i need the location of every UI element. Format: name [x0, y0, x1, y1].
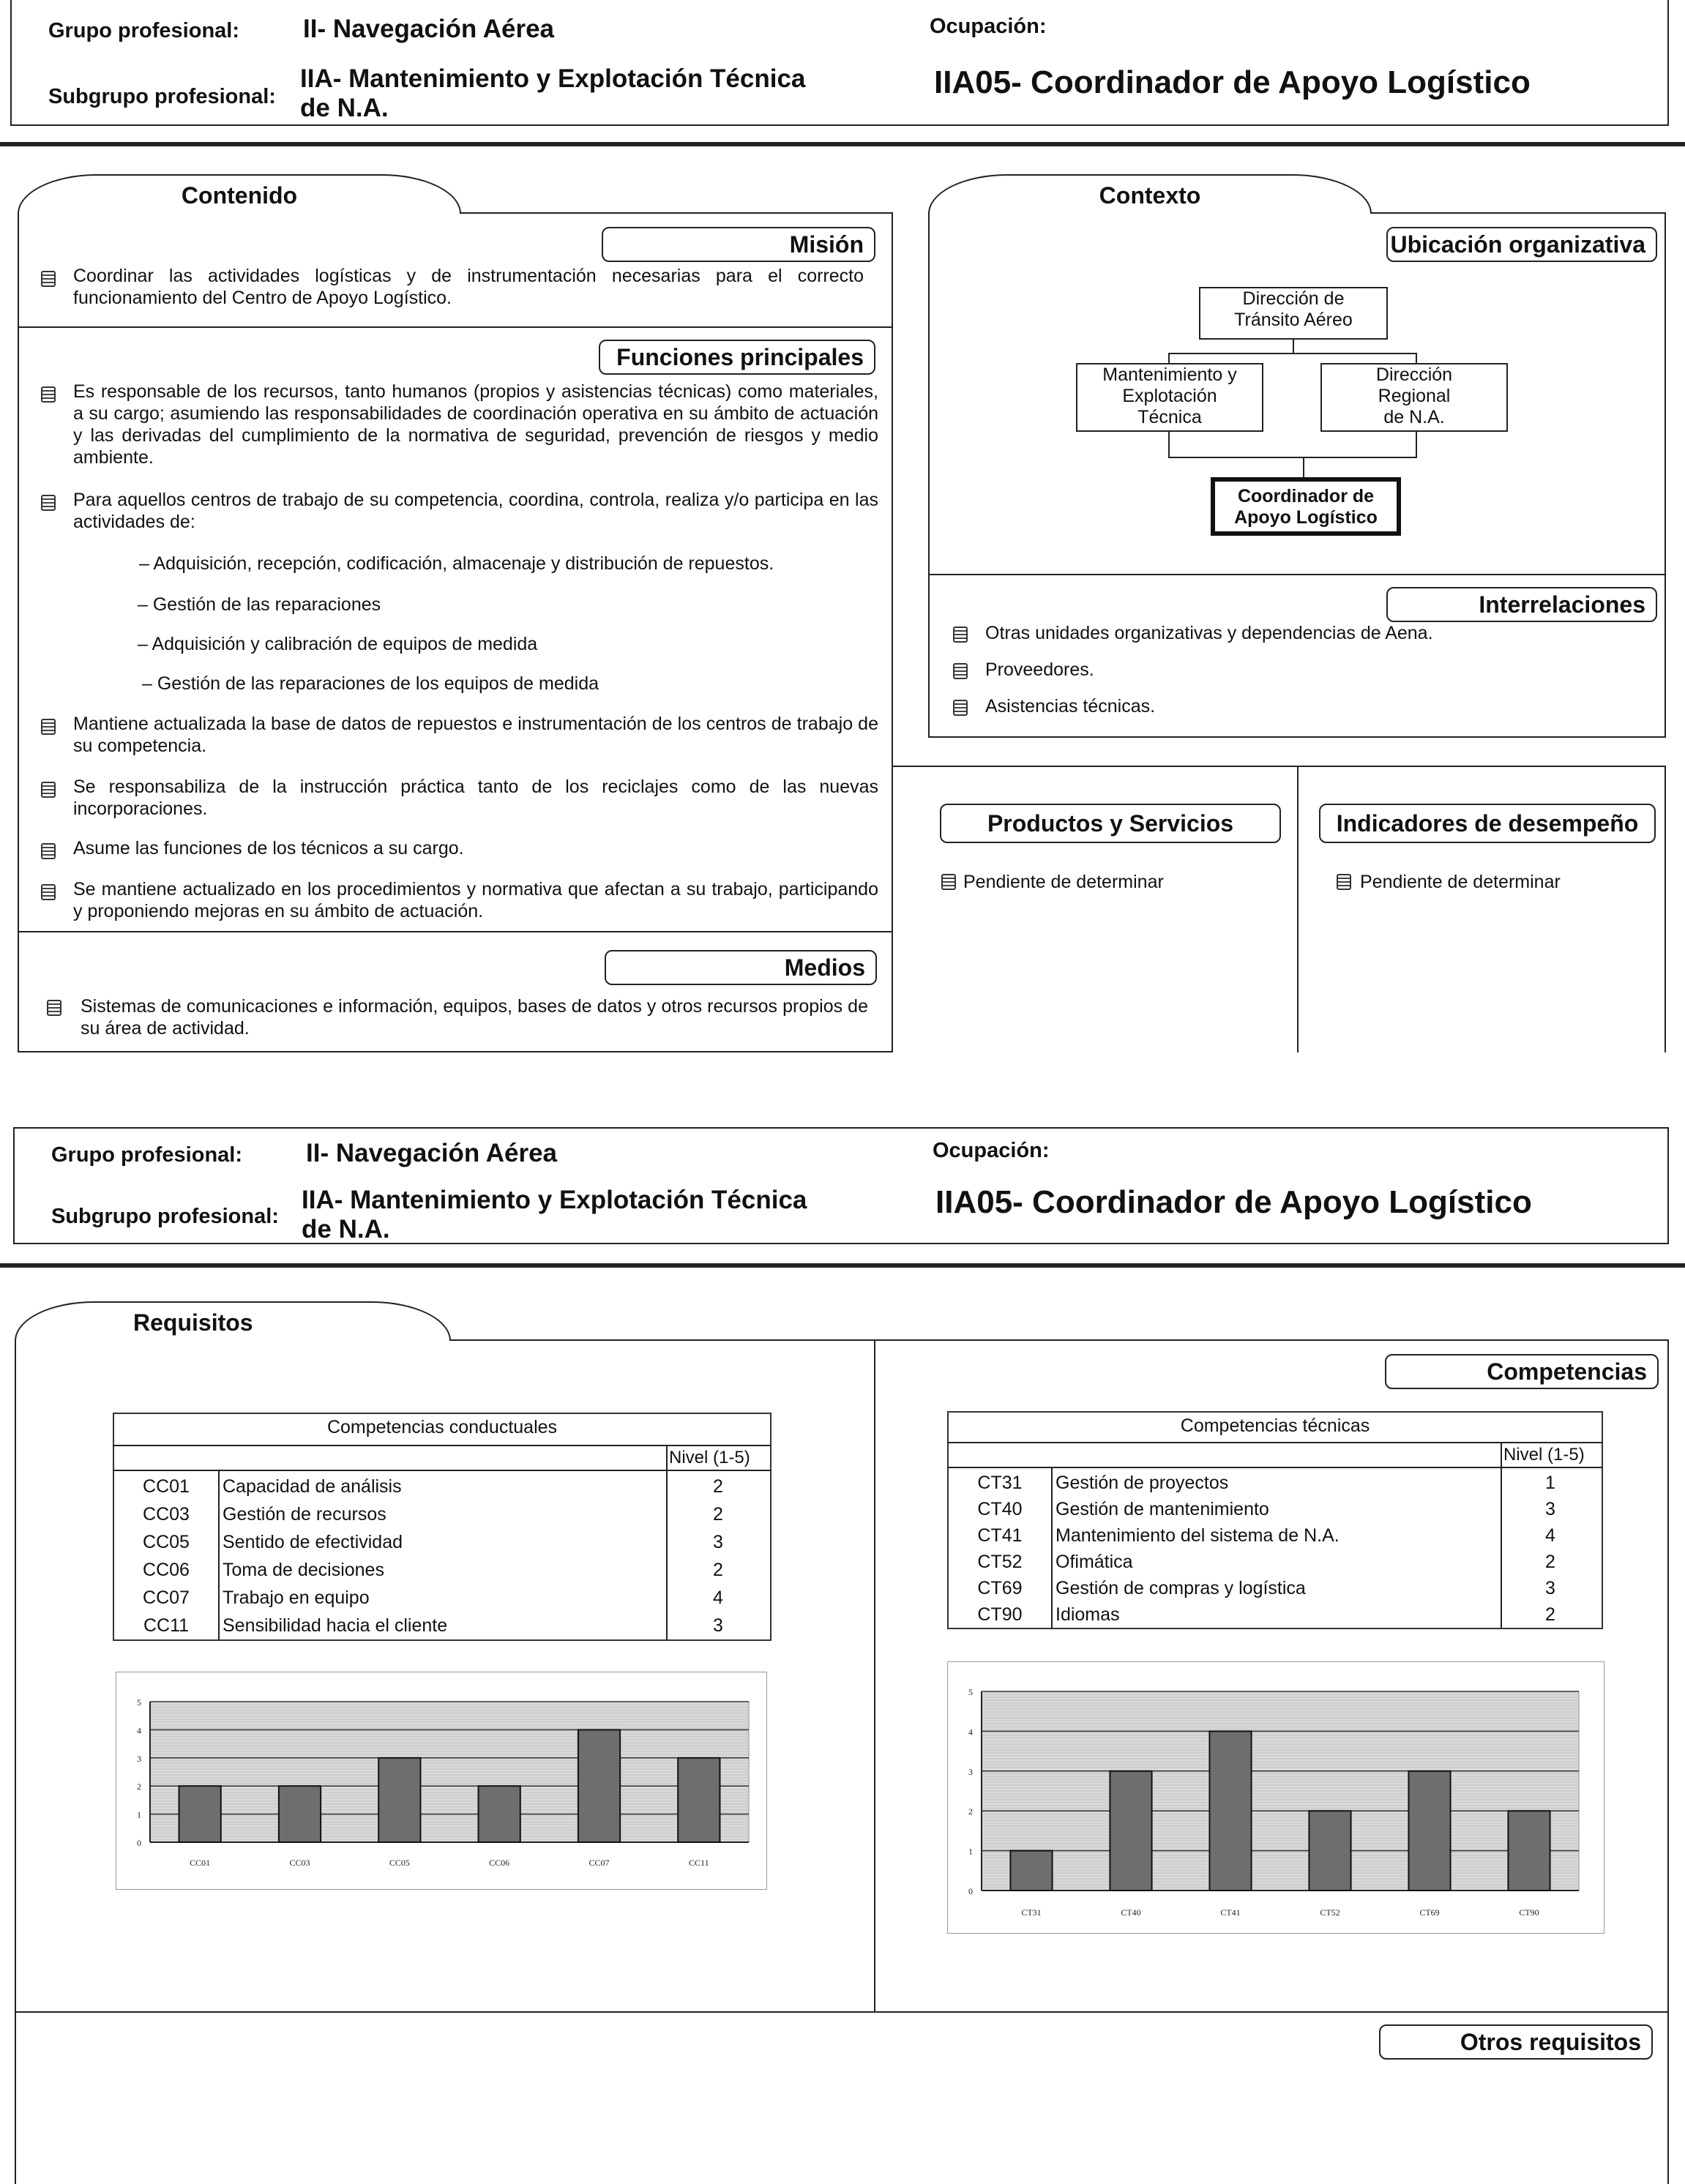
interrelacion-item: Asistencias técnicas.: [985, 696, 1156, 717]
x-tick-label: CC01: [190, 1858, 211, 1868]
funcion-item: Para aquellos centros de trabajo de su competencia, coordina, controla, realiza y/o participa en las actividades de:: [73, 490, 878, 532]
funcion-item: Se mantiene actualizado en los procedimientos y normativa que afectan a su trabajo, participando y proponiendo mejoras en su ámbito de actuación.: [73, 879, 878, 921]
competencia-level: 3: [713, 1615, 723, 1636]
divider: [18, 326, 893, 328]
table-row: [949, 1496, 1602, 1522]
bar: [1110, 1771, 1151, 1891]
competencia-level: 2: [1545, 1604, 1555, 1625]
contenido-tab: Contenido: [18, 174, 461, 214]
competencia-level: 3: [1545, 1577, 1555, 1598]
org-box-direccion-transito: [1199, 287, 1388, 340]
y-tick-label: 3: [137, 1753, 141, 1764]
indicadores-title: Indicadores de desempeño: [1319, 804, 1656, 843]
list-bullet-icon: [41, 386, 56, 403]
table-row: [114, 1556, 770, 1584]
competencia-level: 1: [1545, 1472, 1555, 1493]
competencia-name: Sentido de efectividad: [223, 1531, 403, 1552]
mision-text: Coordinar las actividades logísticas y de instrumentación necesarias para el correcto funcionamiento del Centro de Apoyo Logístico.: [73, 266, 864, 308]
cc-bar-chart: [116, 1672, 767, 1890]
funcion-subitem: – Gestión de las reparaciones: [138, 594, 381, 615]
divider: [1297, 766, 1299, 1052]
competencias-title: Competencias: [1385, 1354, 1659, 1389]
funcion-item: Asume las funciones de los técnicos a su cargo.: [73, 838, 464, 859]
competencia-level: 2: [713, 1559, 723, 1580]
divider: [928, 574, 1666, 575]
competencia-name: Ofimática: [1056, 1551, 1133, 1572]
funcion-subitem: – Adquisición, recepción, codificación, almacenaje y distribución de repuestos.: [139, 553, 774, 574]
competencia-name: Trabajo en equipo: [223, 1587, 370, 1608]
interrelaciones-title: Interrelaciones: [1386, 587, 1657, 622]
grupo-label: Grupo profesional:: [51, 1143, 242, 1167]
funcion-item: Mantiene actualizada la base de datos de repuestos e instrumentación de los centros de trabajo de su competencia.: [73, 714, 878, 756]
bar: [479, 1786, 520, 1842]
list-bullet-icon: [41, 719, 56, 735]
org-text: Dirección: [1375, 364, 1453, 385]
contenido-panel: [18, 212, 893, 1052]
contexto-tab: Contexto: [928, 174, 1372, 214]
x-tick-label: CT40: [1121, 1907, 1141, 1918]
ocupacion-value: IIA05- Coordinador de Apoyo Logístico: [934, 64, 1531, 100]
y-tick-label: 2: [968, 1806, 973, 1817]
table-row: [114, 1584, 770, 1612]
header-rule-1: [0, 142, 1685, 146]
y-tick-label: 2: [137, 1781, 141, 1792]
list-bullet-icon: [41, 782, 56, 798]
ocupacion-label: Ocupación:: [930, 15, 1047, 38]
table-row: [949, 1575, 1602, 1601]
y-tick-label: 5: [137, 1697, 141, 1708]
org-text: Mantenimiento y: [1102, 364, 1237, 385]
list-bullet-icon: [953, 700, 968, 716]
x-tick-label: CT52: [1320, 1907, 1340, 1918]
org-connector: [1168, 353, 1417, 354]
productos-text: Pendiente de determinar: [963, 872, 1164, 892]
org-connector: [1293, 340, 1294, 354]
table-row: [949, 1601, 1602, 1628]
y-tick-label: 1: [968, 1846, 973, 1857]
productos-title: Productos y Servicios: [940, 804, 1281, 843]
y-tick-label: 0: [137, 1838, 141, 1848]
competencia-name: Gestión de proyectos: [1056, 1472, 1229, 1493]
ocupacion-value: IIA05- Coordinador de Apoyo Logístico: [935, 1184, 1532, 1220]
funcion-item: Se responsabiliza de la instrucción práctica tanto de los reciclajes como de las nuevas incorporaciones.: [73, 777, 878, 819]
org-text: Tránsito Aéreo: [1234, 310, 1353, 330]
competencia-code: CC06: [143, 1559, 190, 1580]
list-bullet-icon: [41, 495, 56, 511]
competencia-code: CC07: [143, 1587, 190, 1608]
list-bullet-icon: [41, 884, 56, 900]
subgrupo-value-line2: de N.A.: [300, 94, 389, 122]
bar: [678, 1758, 720, 1842]
x-tick-label: CT31: [1021, 1907, 1042, 1918]
org-text: de N.A.: [1383, 407, 1445, 427]
interrelacion-item: Proveedores.: [985, 659, 1094, 680]
header-rule-2: [0, 1263, 1685, 1268]
grupo-value: II- Navegación Aérea: [306, 1139, 558, 1167]
competencia-code: CT69: [977, 1577, 1023, 1598]
table-row: [949, 1470, 1602, 1496]
x-tick-label: CC11: [689, 1858, 709, 1868]
competencia-name: Capacidad de análisis: [223, 1476, 402, 1497]
competencia-code: CT90: [977, 1604, 1023, 1625]
divider: [15, 2011, 1669, 2013]
grupo-value: II- Navegación Aérea: [303, 15, 555, 43]
funcion-item: Es responsable de los recursos, tanto humanos (propios y asistencias técnicas) como materiales, a su cargo; asumiendo las responsabilidades de coordinación operativa en su ámbito de actuación y las derivadas del cumplimiento de la normativa de seguridad, prevención de riesgos y medio ambiente.: [73, 381, 878, 468]
x-tick-label: CT90: [1519, 1907, 1539, 1918]
medios-text: Sistemas de comunicaciones e información, equipos, bases de datos y otros recursos propios de su área de actividad.: [81, 996, 868, 1039]
org-connector: [1416, 432, 1417, 458]
ct-table: [949, 1470, 1602, 1628]
subgrupo-value-line1: IIA- Mantenimiento y Explotación Técnica: [300, 64, 806, 93]
org-connector: [1168, 432, 1170, 458]
ct-nivel-header: Nivel (1-5): [1503, 1445, 1585, 1465]
org-connector: [1168, 353, 1170, 363]
competencia-code: CC01: [143, 1476, 190, 1497]
funcion-subitem: – Gestión de las reparaciones de los equipos de medida: [142, 673, 599, 694]
org-text: Explotación: [1122, 386, 1217, 406]
bar: [578, 1729, 620, 1842]
ocupacion-label: Ocupación:: [933, 1139, 1050, 1162]
subgrupo-value-line1: IIA- Mantenimiento y Explotación Técnica: [302, 1186, 807, 1214]
y-tick-label: 0: [968, 1886, 973, 1896]
list-bullet-icon: [41, 271, 56, 287]
bar: [1408, 1771, 1450, 1891]
x-tick-label: CC07: [589, 1858, 610, 1868]
competencia-level: 3: [1545, 1498, 1555, 1519]
divider: [947, 1442, 1603, 1443]
org-text: Apoyo Logístico: [1234, 507, 1378, 528]
divider: [113, 1470, 771, 1471]
x-tick-label: CC06: [489, 1858, 510, 1868]
subgrupo-value-line2: de N.A.: [302, 1215, 390, 1244]
competencia-level: 2: [1545, 1551, 1555, 1572]
competencia-level: 2: [713, 1476, 723, 1497]
divider: [947, 1467, 1603, 1468]
funciones-title: Funciones principales: [599, 340, 875, 375]
medios-title: Medios: [605, 950, 877, 985]
org-text: Dirección de: [1242, 288, 1345, 309]
list-bullet-icon: [47, 1000, 61, 1016]
list-bullet-icon: [1337, 874, 1351, 890]
competencia-level: 3: [713, 1531, 723, 1552]
ct-bar-chart-svg: [948, 1662, 1605, 1934]
competencia-name: Gestión de mantenimiento: [1056, 1498, 1269, 1519]
x-tick-label: CT41: [1220, 1907, 1241, 1918]
cc-nivel-header: Nivel (1-5): [669, 1448, 750, 1467]
bar: [1010, 1851, 1052, 1891]
requisitos-tab: Requisitos: [15, 1301, 451, 1341]
y-tick-label: 5: [968, 1687, 973, 1697]
x-tick-label: CC03: [289, 1858, 310, 1868]
table-row: [949, 1549, 1602, 1575]
divider: [113, 1445, 771, 1446]
org-connector: [1416, 353, 1417, 363]
competencia-name: Gestión de recursos: [223, 1503, 386, 1525]
bar: [1508, 1811, 1550, 1891]
table-row: [114, 1500, 770, 1528]
competencia-code: CC05: [143, 1531, 190, 1552]
divider: [893, 766, 1666, 767]
cc-bar-chart-svg: [116, 1672, 768, 1891]
cc-table: [114, 1473, 770, 1639]
bar: [279, 1786, 321, 1842]
ubicacion-title: Ubicación organizativa: [1386, 227, 1657, 262]
divider: [1665, 766, 1666, 1052]
list-bullet-icon: [953, 663, 968, 679]
org-connector: [1303, 457, 1304, 479]
cc-table-title: Competencias conductuales: [326, 1417, 558, 1437]
bar: [1209, 1731, 1251, 1891]
x-tick-label: CT69: [1419, 1907, 1440, 1918]
y-tick-label: 1: [137, 1809, 141, 1820]
grupo-label: Grupo profesional:: [48, 19, 239, 42]
table-row: [114, 1612, 770, 1639]
competencia-name: Toma de decisiones: [223, 1559, 384, 1580]
y-tick-label: 4: [137, 1725, 141, 1736]
competencia-name: Sensibilidad hacia el cliente: [223, 1615, 448, 1636]
org-box-mantenimiento: [1076, 363, 1263, 432]
competencia-code: CT41: [977, 1525, 1023, 1546]
org-text: Regional: [1378, 386, 1451, 406]
subgrupo-label: Subgrupo profesional:: [51, 1205, 279, 1228]
table-row: [114, 1528, 770, 1556]
indicadores-text: Pendiente de determinar: [1360, 872, 1561, 892]
otros-requisitos-title: Otros requisitos: [1379, 2024, 1653, 2060]
competencia-level: 4: [713, 1587, 723, 1608]
bar: [378, 1758, 420, 1842]
org-text: Coordinador de: [1237, 486, 1375, 506]
subgrupo-label: Subgrupo profesional:: [48, 85, 276, 108]
list-bullet-icon: [41, 843, 56, 859]
divider: [18, 931, 893, 932]
y-tick-label: 4: [968, 1727, 973, 1738]
table-row: [949, 1522, 1602, 1549]
ct-table-title: Competencias técnicas: [1180, 1416, 1370, 1436]
interrelacion-item: Otras unidades organizativas y dependencias de Aena.: [985, 623, 1433, 643]
competencia-code: CC03: [143, 1503, 190, 1525]
list-bullet-icon: [953, 627, 968, 643]
divider: [874, 1339, 875, 2011]
org-connector: [1168, 457, 1417, 458]
funcion-subitem: – Adquisición y calibración de equipos de medida: [138, 634, 538, 654]
competencia-level: 4: [1545, 1525, 1555, 1546]
y-tick-label: 3: [968, 1766, 973, 1777]
competencia-level: 2: [713, 1503, 723, 1525]
ct-bar-chart: [947, 1661, 1604, 1934]
competencia-code: CC11: [143, 1615, 190, 1636]
mision-title: Misión: [602, 227, 875, 262]
competencia-name: Gestión de compras y logística: [1056, 1577, 1306, 1598]
org-text: Técnica: [1137, 407, 1202, 427]
bar: [1309, 1811, 1350, 1891]
competencia-name: Idiomas: [1056, 1604, 1120, 1625]
bar: [179, 1786, 221, 1842]
competencia-code: CT31: [977, 1472, 1023, 1493]
competencia-code: CT40: [977, 1498, 1023, 1519]
competencia-name: Mantenimiento del sistema de N.A.: [1056, 1525, 1340, 1546]
org-box-direccion-regional: [1320, 363, 1508, 432]
org-box-coordinador: [1211, 477, 1401, 536]
competencia-code: CT52: [977, 1551, 1023, 1572]
list-bullet-icon: [941, 874, 956, 890]
x-tick-label: CC05: [389, 1858, 410, 1868]
table-row: [114, 1473, 770, 1500]
